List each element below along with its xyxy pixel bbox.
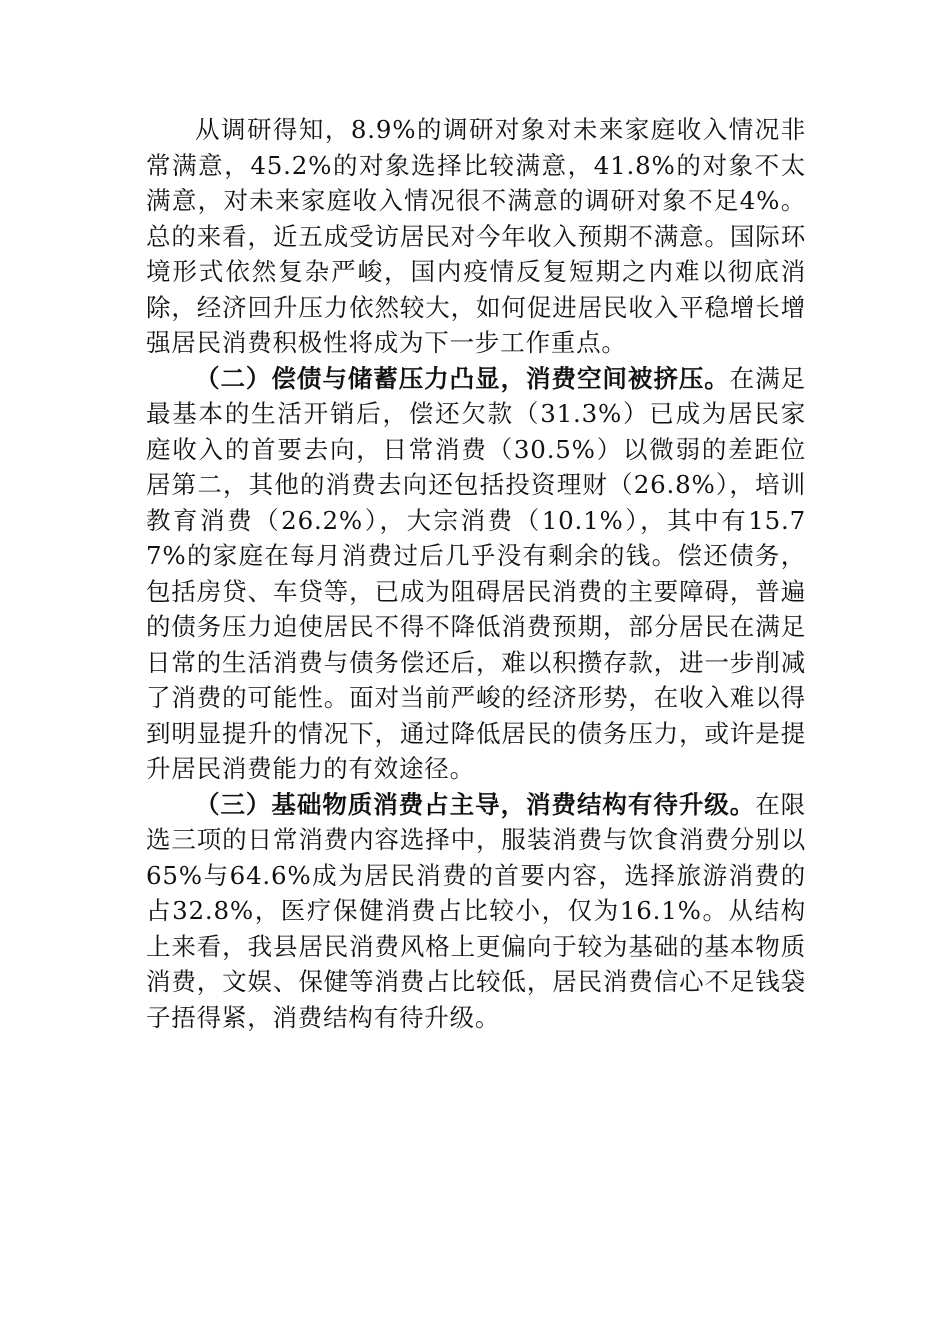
paragraph-debt-savings <box>146 361 806 787</box>
document-body <box>146 112 806 1035</box>
paragraph-income-expectation <box>146 112 806 361</box>
section-heading-three: （三）基础物质消费占主导，消费结构有待升级。 <box>195 789 756 819</box>
paragraph-text: 从调研得知，8.9%的调研对象对未来家庭收入情况非常满意，45.2%的对象选择比较满意，41.8%的对象不太满意，对未来家庭收入情况很不满意的调研对象不足4%。总的来看，近五成受访居民对今年收入预期不满意。国际环境形式依然复杂严峻，国内疫情反复短期之内难以彻底消除，经济回升压力依然较大，如何促进居民收入平稳增长增强居民消费积极性将成为下一步工作重点。 <box>146 115 806 357</box>
paragraph-text: 在限选三项的日常消费内容选择中，服装消费与饮食消费分别以65%与64.6%成为居民消费的首要内容，选择旅游消费的占32.8%，医疗保健消费占比较小，仅为16.1%。从结构上来看，我县居民消费风格上更偏向于较为基础的基本物质消费，文娱、保健等消费占比较低，居民消费信心不足钱袋子捂得紧，消费结构有待升级。 <box>146 789 806 1032</box>
section-heading-two: （二）偿债与储蓄压力凸显，消费空间被挤压。 <box>195 363 730 393</box>
paragraph-consumption-structure <box>146 787 806 1036</box>
paragraph-text: 在满足最基本的生活开销后，偿还欠款（31.3%）已成为居民家庭收入的首要去向，日常消费（30.5%）以微弱的差距位居第二，其他的消费去向还包括投资理财（26.8%），培训教育消费（26.2%），大宗消费（10.1%），其中有15.77%的家庭在每月消费过后几乎没有剩余的钱。偿还债务，包括房贷、车贷等，已成为阻碍居民消费的主要障碍，普遍的债务压力迫使居民不得不降低消费预期，部分居民在满足日常的生活消费与债务偿还后，难以积攒存款，进一步削减了消费的可能性。面对当前严峻的经济形势，在收入难以得到明显提升的情况下，通过降低居民的债务压力，或许是提升居民消费能力的有效途径。 <box>146 363 806 783</box>
